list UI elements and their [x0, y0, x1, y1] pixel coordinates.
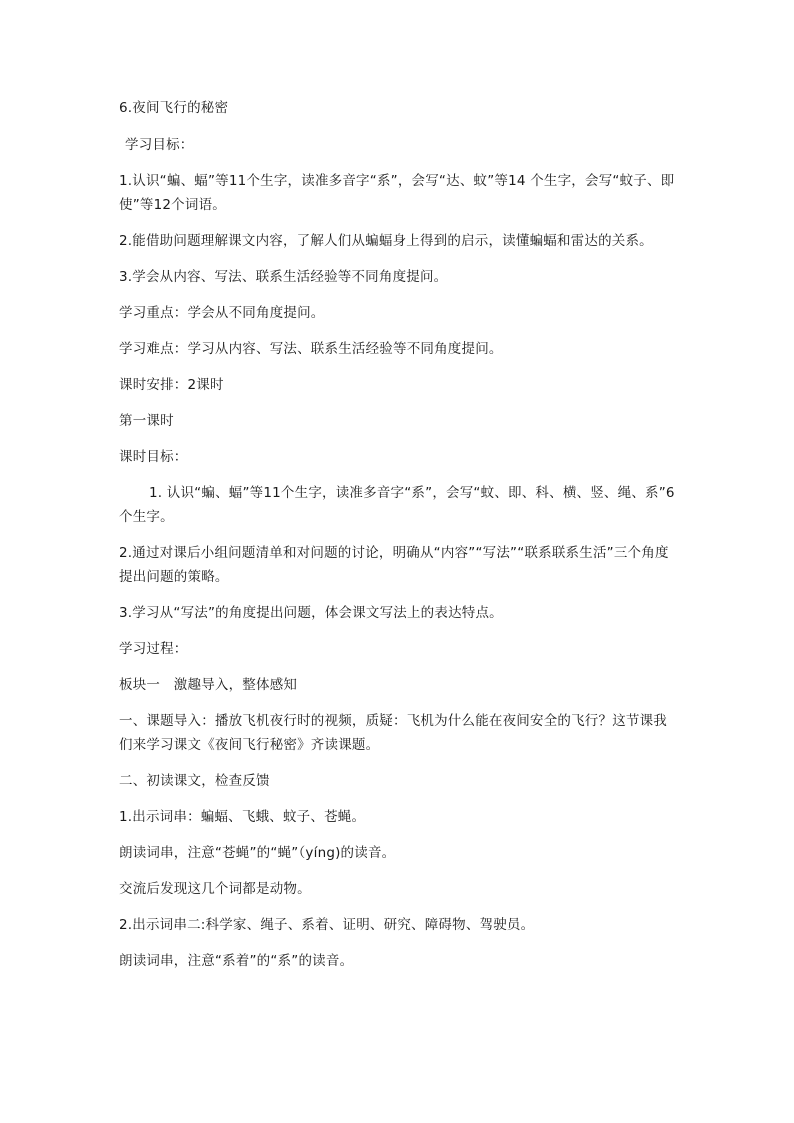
document-page: [119, 96, 679, 985]
difficult-point: 学习难点：学习从内容、写法、联系生活经验等不同角度提问。: [119, 341, 503, 357]
lesson-goal-3: 3.学习从“写法”的角度提出问题，体会课文写法上的表达特点。: [119, 605, 503, 621]
goal-1: 1.认识“蝙、蝠”等11个生字，读准多音字“系”，会写“达、蚊”等14 个生字，会写“蚊子、即使”等12个词语。: [119, 173, 675, 213]
schedule: 课时安排：2课时: [119, 377, 224, 393]
step-1: 一、课题导入：播放飞机夜行时的视频，质疑：飞机为什么能在夜间安全的飞行？这节课我们来学习课文《夜间飞行秘密》齐读课题。: [119, 713, 667, 753]
words-1-note: 朗读词串，注意“苍蝇”的“蝇”（yíng)的读音。: [119, 845, 396, 861]
words-1: 1.出示词串：蝙蝠、飞蛾、蚊子、苍蝇。: [119, 809, 366, 825]
lesson-goals-heading: 课时目标：: [119, 449, 188, 465]
lesson-goal-1: 1. 认识“蝙、蝠”等11个生字，读准多音字“系”，会写“蚊、即、科、横、竖、绳、系”6 个生字。: [119, 485, 675, 525]
words-1-found: 交流后发现这几个词都是动物。: [119, 881, 311, 897]
key-point: 学习重点：学会从不同角度提问。: [119, 305, 325, 321]
goal-2: 2.能借助问题理解课文内容，了解人们从蝙蝠身上得到的启示，读懂蝙蝠和雷达的关系。: [119, 233, 653, 249]
goal-3: 3.学会从内容、写法、联系生活经验等不同角度提问。: [119, 269, 448, 285]
lesson-one-heading: 第一课时: [119, 413, 174, 429]
goals-heading: 学习目标：: [125, 137, 194, 153]
lesson-goal-2: 2.通过对课后小组问题清单和对问题的讨论，明确从“内容”“写法”“联系联系生活”三个角度提出问题的策略。: [119, 545, 669, 585]
process-heading: 学习过程：: [119, 641, 188, 657]
step-2: 二、初读课文，检查反馈: [119, 773, 270, 789]
words-2: 2.出示词串二:科学家、绳子、系着、证明、研究、障碍物、驾驶员。: [119, 917, 535, 933]
words-2-note: 朗读词串，注意“系着”的“系”的读音。: [119, 953, 354, 969]
document-title: 6.夜间飞行的秘密: [119, 100, 229, 116]
block-one-heading: 板块一 激趣导入，整体感知: [119, 677, 298, 693]
